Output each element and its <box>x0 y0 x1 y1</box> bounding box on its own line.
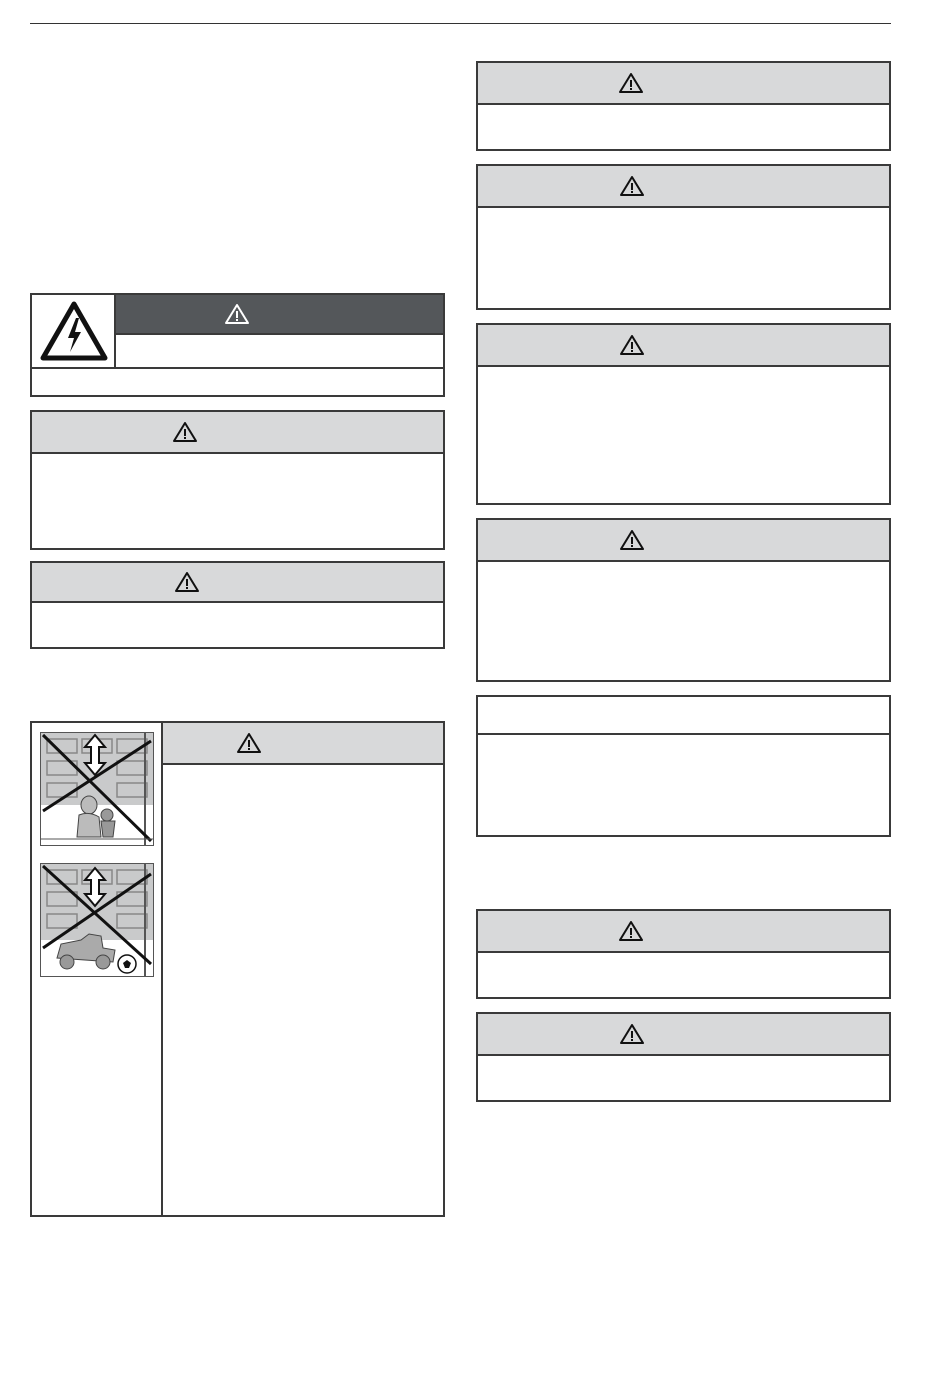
electrical-danger-box <box>30 293 445 397</box>
warning-triangle-icon <box>172 421 198 443</box>
note-box <box>476 695 891 837</box>
warning-header <box>478 325 889 367</box>
warning-header <box>478 520 889 562</box>
warning-box-2 <box>30 561 445 649</box>
note-header <box>478 697 889 735</box>
danger-body-row <box>116 335 443 369</box>
top-rule <box>30 23 891 24</box>
warning-box-1 <box>30 410 445 550</box>
warning-header <box>32 563 443 603</box>
warning-triangle-icon <box>236 732 262 754</box>
warning-box-r3 <box>476 323 891 505</box>
high-voltage-icon <box>39 300 109 362</box>
warning-header <box>163 723 443 765</box>
warning-triangle-icon <box>619 175 645 197</box>
warning-box-r6 <box>476 1012 891 1102</box>
no-children-under-door-icon <box>40 732 154 846</box>
warning-triangle-icon <box>174 571 200 593</box>
warning-box-r5 <box>476 909 891 999</box>
warning-box-r4 <box>476 518 891 682</box>
high-voltage-icon-cell <box>32 295 116 369</box>
warning-box-r1 <box>476 61 891 151</box>
warning-triangle-icon <box>224 303 250 325</box>
warning-box-r2 <box>476 164 891 310</box>
warning-triangle-icon <box>619 529 645 551</box>
warning-header <box>478 911 889 953</box>
warning-triangle-icon <box>619 334 645 356</box>
warning-header <box>478 166 889 208</box>
danger-footer-row <box>32 367 443 369</box>
warning-header <box>478 1014 889 1056</box>
no-objects-under-door-icon <box>40 863 154 977</box>
door-safety-warning-box <box>30 721 445 1217</box>
warning-triangle-icon <box>618 920 644 942</box>
warning-header <box>32 412 443 454</box>
warning-triangle-icon <box>618 72 644 94</box>
warning-triangle-icon <box>619 1023 645 1045</box>
warning-header <box>478 63 889 105</box>
danger-header <box>116 295 443 335</box>
